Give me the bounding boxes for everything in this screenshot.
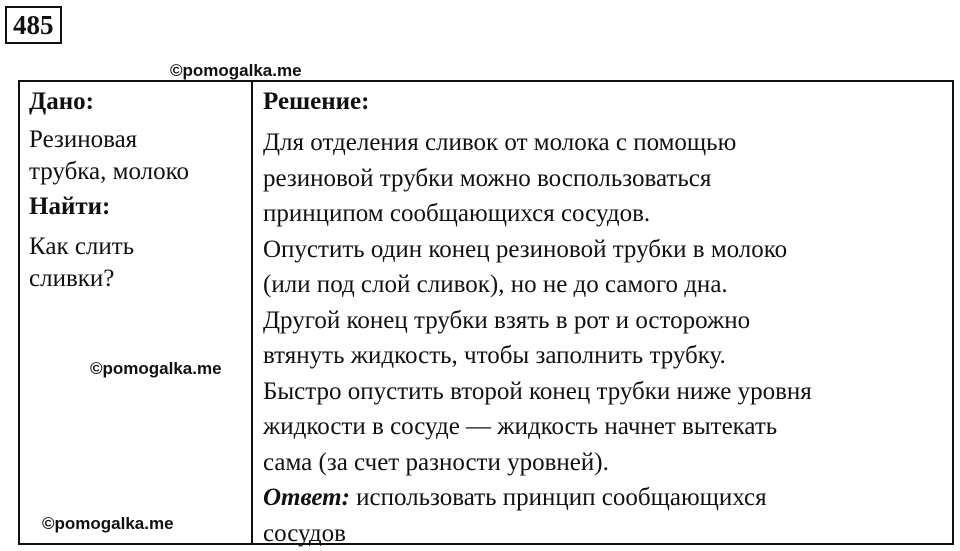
- answer-line: сосудов: [263, 516, 952, 551]
- solution-line: Быстро опустить второй конец трубки ниже уровня: [263, 374, 952, 410]
- watermark: ©pomogalka.me: [42, 514, 174, 534]
- solution-body: [263, 125, 952, 551]
- solution-column: [253, 82, 952, 543]
- given-text: [29, 124, 251, 188]
- given-line: Резиновая: [29, 124, 251, 156]
- find-line: Как слить: [29, 231, 251, 263]
- find-heading: Найти:: [29, 191, 251, 223]
- task-table: [18, 80, 954, 545]
- solution-line: (или под слой сливок), но не до самого дна.: [263, 267, 952, 303]
- watermark: ©pomogalka.me: [90, 359, 222, 379]
- find-text: [29, 231, 251, 295]
- solution-line: Другой конец трубки взять в рот и осторожно: [263, 303, 952, 339]
- find-line: сливки?: [29, 263, 251, 295]
- solution-line: втянуть жидкость, чтобы заполнить трубку.: [263, 338, 952, 374]
- solution-heading: Решение:: [263, 86, 952, 118]
- solution-line: резиновой трубки можно воспользоваться: [263, 161, 952, 197]
- watermark: ©pomogalka.me: [170, 61, 302, 81]
- solution-line: сама (за счет разности уровней).: [263, 445, 952, 481]
- solution-line: Для отделения сливок от молока с помощью: [263, 125, 952, 161]
- given-heading: Дано:: [29, 86, 251, 118]
- answer-text: использовать принцип сообщающихся: [350, 484, 767, 511]
- solution-line: жидкости в сосуде — жидкость начнет вытекать: [263, 409, 952, 445]
- task-number: 485: [5, 6, 62, 44]
- given-column: [20, 82, 253, 543]
- answer-label: Ответ:: [263, 484, 350, 511]
- answer-line: [263, 480, 952, 516]
- solution-line: Опустить один конец резиновой трубки в молоко: [263, 232, 952, 268]
- solution-line: принципом сообщающихся сосудов.: [263, 196, 952, 232]
- given-line: трубка, молоко: [29, 156, 251, 188]
